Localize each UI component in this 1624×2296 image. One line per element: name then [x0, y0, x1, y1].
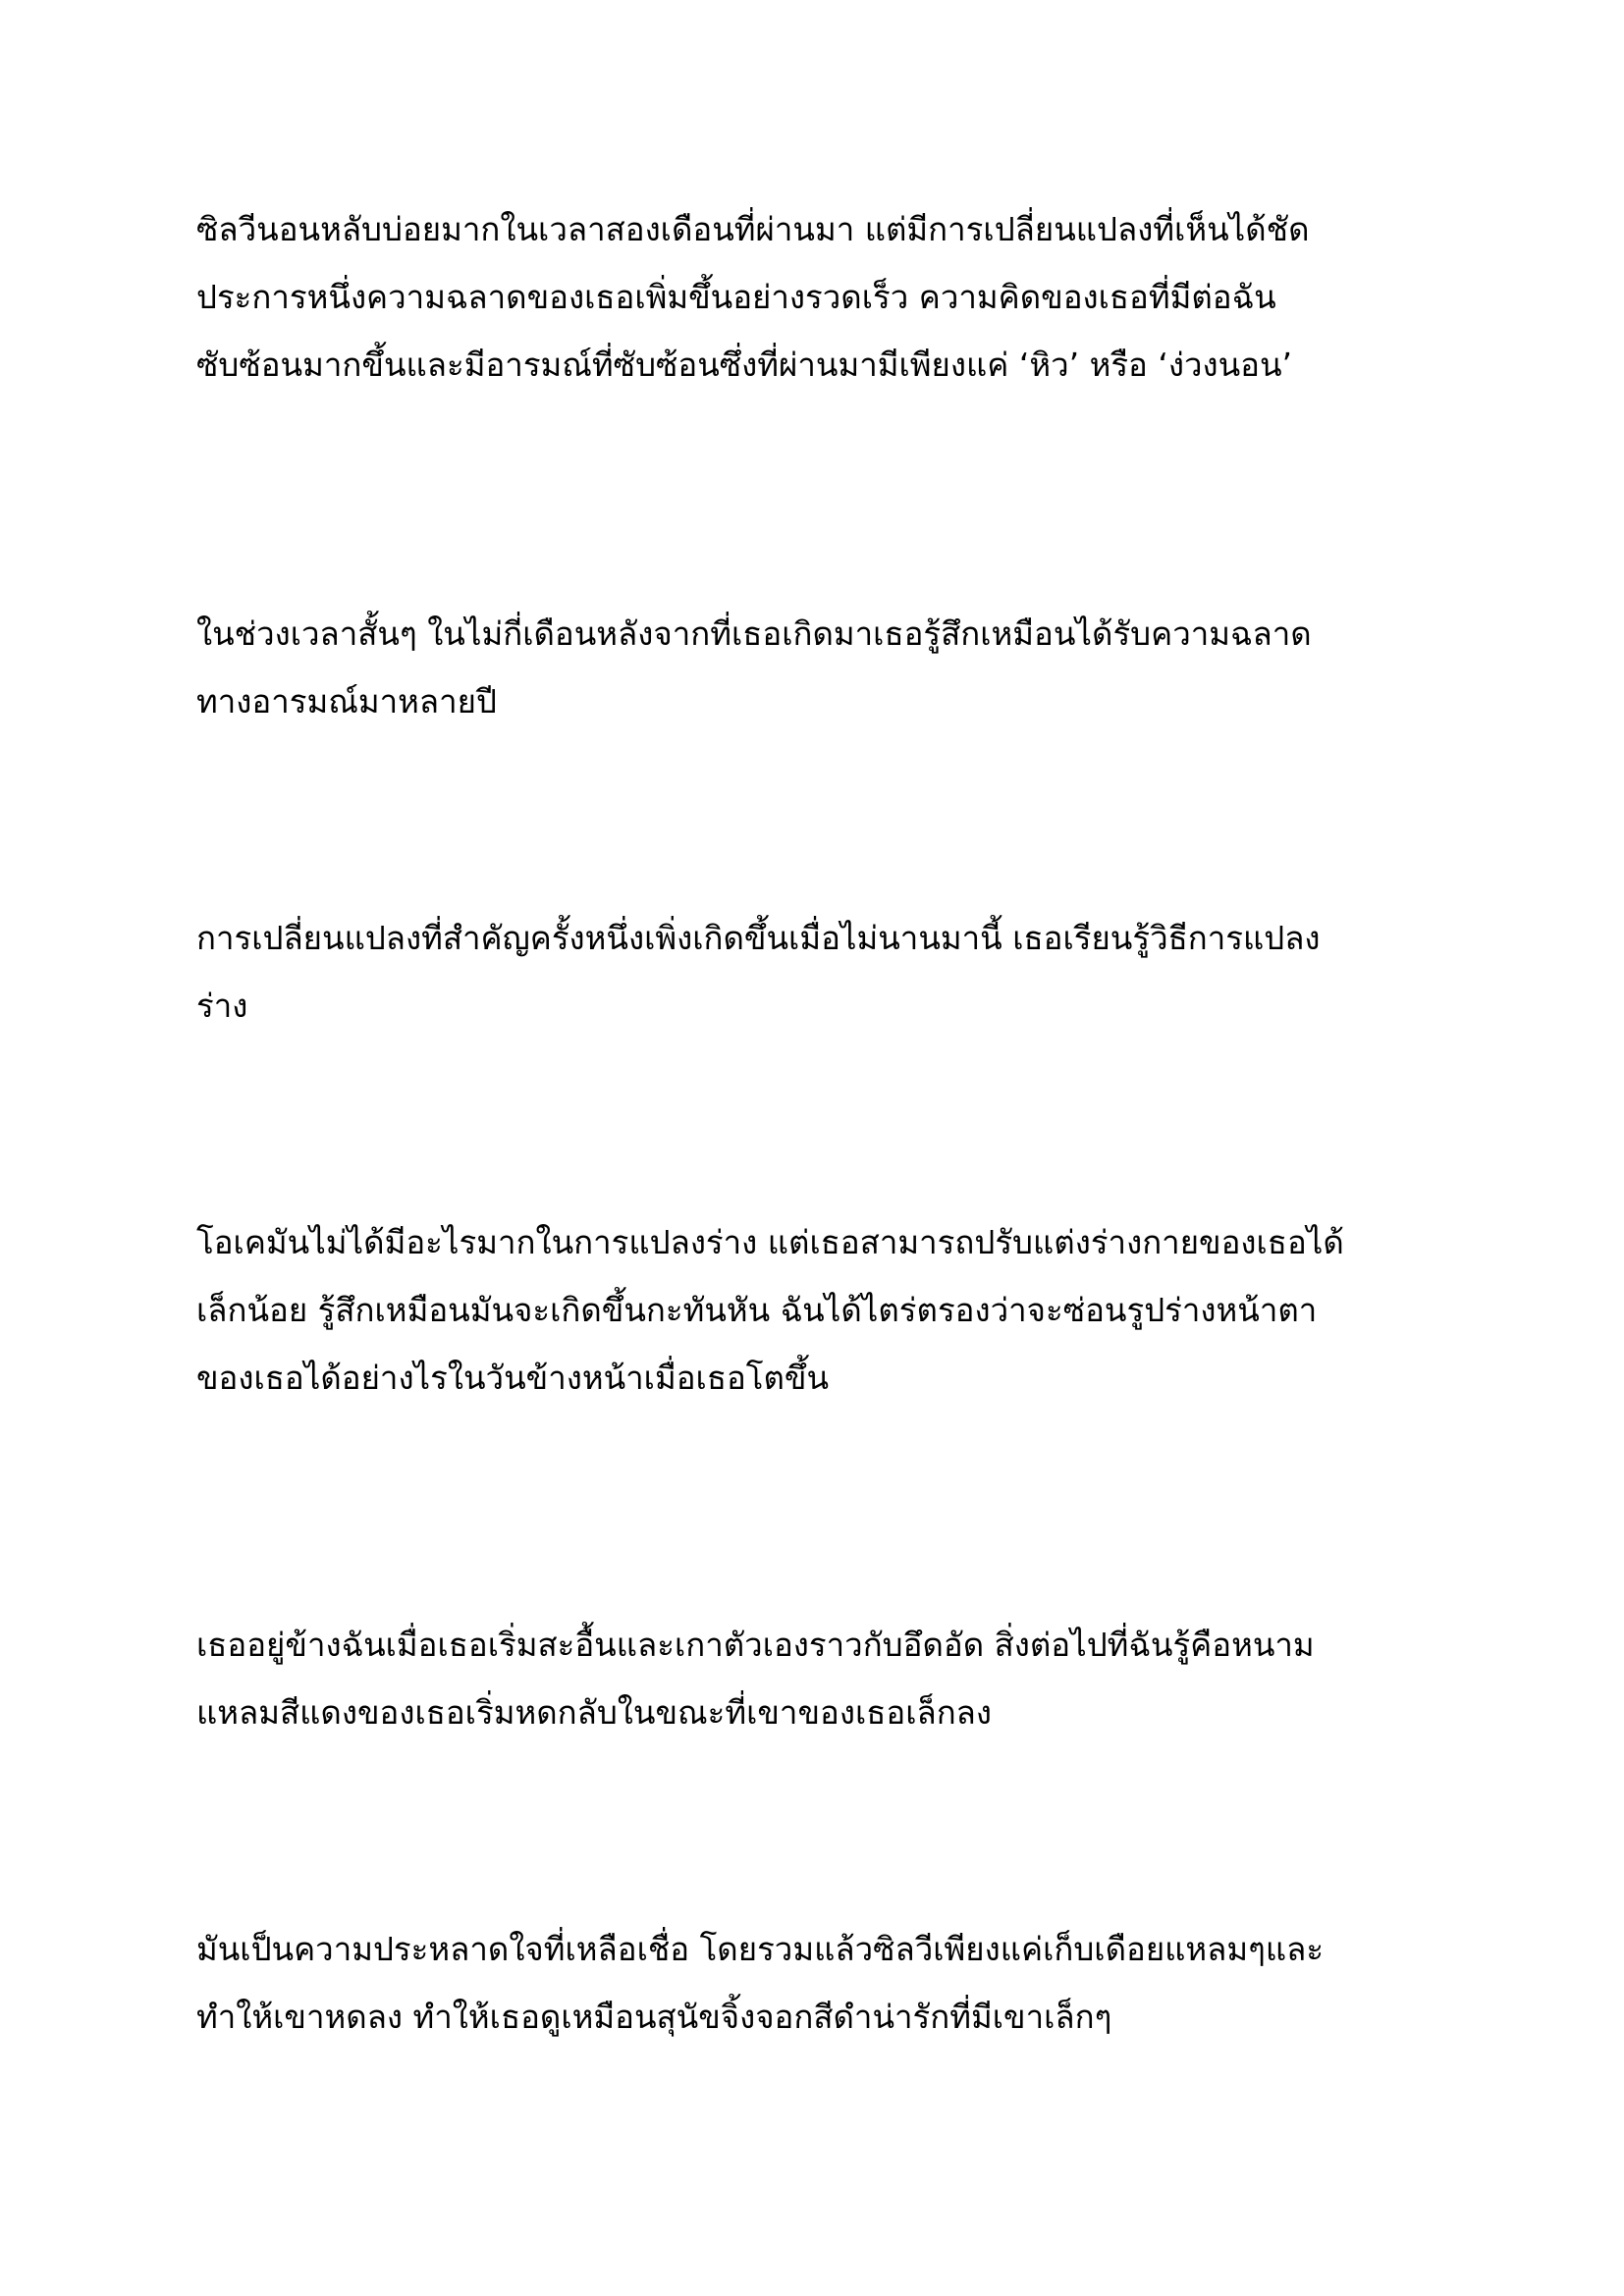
- paragraph-line: ซิลวีนอนหลับบ่อยมากในเวลาสองเดือนที่ผ่านมา แต่มีการเปลี่ยนแปลงที่เห็นได้ชัด: [196, 210, 1310, 248]
- paragraph-line: มันเป็นความประหลาดใจที่เหลือเชื่อ โดยรวมแล้วซิลวีเพียงแค่เก็บเดือยแหลมๆและ: [196, 1930, 1325, 1968]
- paragraph-line: เธออยู่ข้างฉันเมื่อเธอเริ่มสะอื้นและเกาตัวเองราวกับอึดอัด สิ่งต่อไปที่ฉันรู้คือหนาม: [196, 1626, 1315, 1664]
- paragraph-5: [196, 1611, 1434, 1746]
- paragraph-line: ร่าง: [196, 987, 248, 1025]
- paragraph-6: [196, 1915, 1434, 2051]
- paragraph-1: [196, 195, 1434, 399]
- paragraph-line: ในช่วงเวลาสั้นๆ ในไม่กี่เดือนหลังจากที่เธอเกิดมาเธอรู้สึกเหมือนได้รับความฉลาด: [196, 614, 1312, 653]
- paragraph-line: เล็กน้อย รู้สึกเหมือนมันจะเกิดขึ้นกะทันหัน ฉันได้ไตร่ตรองว่าจะซ่อนรูปร่างหน้าตา: [196, 1291, 1318, 1329]
- paragraph-line: ทางอารมณ์มาหลายปี: [196, 682, 497, 721]
- paragraph-line: การเปลี่ยนแปลงที่สำคัญครั้งหนึ่งเพิ่งเกิดขึ้นเมื่อไม่นานมานี้ เธอเรียนรู้วิธีการแปลง: [196, 919, 1321, 957]
- paragraph-4: [196, 1208, 1434, 1412]
- paragraph-line: แหลมสีแดงของเธอเริ่มหดกลับในขณะที่เขาของเธอเล็กลง: [196, 1693, 993, 1732]
- paragraph-2: [196, 600, 1434, 735]
- paragraph-3: [196, 904, 1434, 1040]
- paragraph-line: ทำให้เขาหดลง ทำให้เธอดูเหมือนสุนัขจิ้งจอกสีดำน่ารักที่มีเขาเล็กๆ: [196, 1998, 1112, 2036]
- paragraph-line: ของเธอได้อย่างไรในวันข้างหน้าเมื่อเธอโตขึ้น: [196, 1359, 830, 1397]
- paragraph-line: ประการหนึ่งความฉลาดของเธอเพิ่มขึ้นอย่างรวดเร็ว ความคิดของเธอที่มีต่อฉัน: [196, 278, 1276, 316]
- paragraph-line: ซับซ้อนมากขึ้นและมีอารมณ์ที่ซับซ้อนซึ่งที่ผ่านมามีเพียงแค่ ‘หิว’ หรือ ‘ง่วงนอน’: [196, 346, 1293, 384]
- paragraph-line: โอเคมันไม่ได้มีอะไรมากในการแปลงร่าง แต่เธอสามารถปรับแต่งร่างกายของเธอได้: [196, 1223, 1344, 1261]
